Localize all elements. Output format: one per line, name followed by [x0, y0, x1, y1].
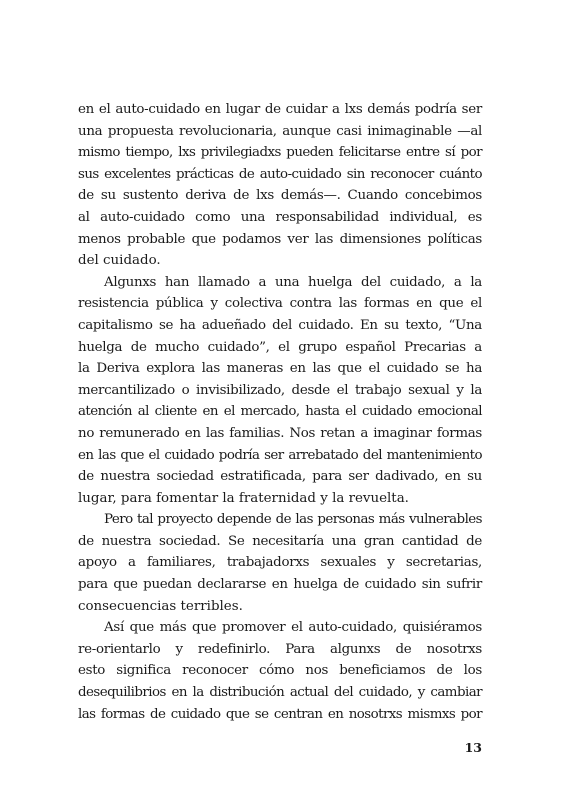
text-line: al auto-cuidado como una responsabilidad individual, es: [78, 209, 482, 225]
paragraph-first-line: Así que más que promover el auto-cuidado, quisiéramos: [104, 620, 482, 636]
text-line: consecuencias terribles.: [78, 598, 243, 614]
text-line: mercantilizado o invisibilizado, desde el trabajo sexual y la: [78, 382, 482, 398]
text-line: la Deriva explora las maneras en las que el cuidado se ha: [78, 361, 482, 377]
text-line: sus excelentes prácticas de auto-cuidado sin reconocer cuánto: [78, 166, 482, 182]
text-line: para que puedan declararse en huelga de cuidado sin sufrir: [78, 577, 482, 593]
text-line: las formas de cuidado que se centran en nosotrxs mismxs por: [78, 706, 482, 722]
paragraph-first-line: Algunxs han llamado a una huelga del cuidado, a la: [104, 274, 482, 290]
paragraph-first-line: Pero tal proyecto depende de las personas más vulnerables: [104, 512, 482, 528]
text-line: re-orientarlo y redefinirlo. Para algunxs de nosotrxs: [78, 641, 482, 657]
text-line: en el auto-cuidado en lugar de cuidar a lxs demás podría ser: [78, 102, 482, 117]
text-line: una propuesta revolucionaria, aunque casi inimaginable —al: [78, 123, 482, 139]
text-line: del cuidado.: [78, 253, 161, 269]
text-line: resistencia pública y colectiva contra las formas en que el: [78, 296, 482, 312]
text-line: atención al cliente en el mercado, hasta el cuidado emocional: [78, 404, 482, 420]
text-line: de nuestra sociedad estratificada, para ser dadivado, en su: [78, 469, 482, 485]
text-line: capitalismo se ha adueñado del cuidado. En su texto, “Una: [78, 317, 482, 333]
text-line: en las que el cuidado podría ser arrebatado del mantenimiento: [78, 447, 482, 463]
text-line: de nuestra sociedad. Se necesitaría una gran cantidad de: [78, 533, 482, 549]
page-number: 13: [464, 740, 482, 755]
text-line: apoyo a familiares, trabajadorxs sexuales y secretarias,: [78, 555, 482, 571]
text-line: lugar, para fomentar la fraternidad y la revuelta.: [78, 490, 409, 506]
text-line: desequilibrios en la distribución actual del cuidado, y cambiar: [78, 685, 482, 701]
text-line: de su sustento deriva de lxs demás—. Cuando concebimos: [78, 188, 482, 204]
page-body-text: [78, 99, 482, 725]
text-line: mismo tiempo, lxs privilegiadxs pueden felicitarse entre sí por: [78, 145, 482, 161]
text-line: esto significa reconocer cómo nos beneficiamos de los: [78, 663, 482, 679]
text-line: menos probable que podamos ver las dimensiones políticas: [78, 231, 482, 247]
text-line: huelga de mucho cuidado”, el grupo español Precarias a: [78, 339, 482, 355]
text-line: no remunerado en las familias. Nos retan a imaginar formas: [78, 425, 482, 441]
